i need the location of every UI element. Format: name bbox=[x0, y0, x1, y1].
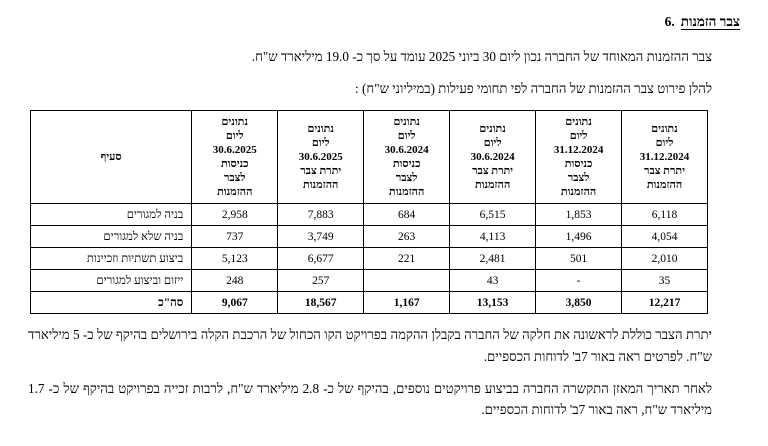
header-line: נתונים bbox=[393, 115, 420, 128]
section-heading bbox=[0, 14, 740, 30]
header-line: יתרת צבר bbox=[300, 164, 342, 177]
table-header bbox=[31, 110, 708, 203]
table-row bbox=[31, 270, 708, 292]
cell-dec2024-additions: 1,853 bbox=[536, 204, 622, 226]
paragraph-intro-1: צבר ההזמנות המאוחד של החברה נכון ליום 30 ביוני 2025 עומד על סך כ- 19.0 מיליארד ש"ח. bbox=[251, 49, 712, 64]
header-line: כניסות bbox=[220, 157, 249, 170]
orders-backlog-table bbox=[30, 110, 708, 314]
cell-dec2024-additions: 501 bbox=[536, 248, 622, 270]
cell-jun2024-additions bbox=[364, 270, 450, 292]
paragraph-after-2: לאחר תאריך המאזן התקשרה החברה בביצוע פרויקטים נוספים, בהיקף של כ- 2.8 מיליארד ש"ח, לרבות זכייה בפרויקט בהיקף של כ- 1.7 מיליארד ש"ח, ראה באור 7ב' לדוחות הכספיים. bbox=[28, 380, 712, 418]
header-line: ליום bbox=[569, 129, 588, 142]
header-line: יתרת צבר bbox=[472, 164, 514, 177]
header-line: נתונים bbox=[221, 115, 248, 128]
header-line: נתונים bbox=[565, 115, 592, 128]
cell-item-label: בניה שלא למגורים bbox=[31, 226, 192, 248]
cell-jun2024-balance: 6,515 bbox=[450, 204, 536, 226]
cell-jun2024-additions: 221 bbox=[364, 248, 450, 270]
cell-jun2025-additions: 2,958 bbox=[192, 204, 278, 226]
column-header-dec2024-additions bbox=[536, 110, 622, 203]
header-line: יתרת צבר bbox=[644, 164, 685, 177]
header-line: ההזמנות bbox=[474, 178, 511, 191]
cell-dec2024-balance: 6,118 bbox=[622, 204, 708, 226]
cell-jun2024-additions: 263 bbox=[364, 226, 450, 248]
cell-item-label: בניה למגורים bbox=[31, 204, 192, 226]
paragraph-intro-2: להלן פירוט צבר ההזמנות של החברה לפי תחומי פעילות (במיליוני ש"ח) : bbox=[355, 80, 712, 96]
cell-dec2024-balance: 35 bbox=[622, 270, 708, 292]
column-header-item: סעיף bbox=[31, 110, 192, 203]
header-line: ההזמנות bbox=[560, 185, 597, 198]
footer-paragraphs bbox=[0, 324, 768, 421]
header-line: נתונים bbox=[651, 122, 678, 135]
cell-total-jun2025-additions: 9,067 bbox=[192, 292, 278, 314]
column-header-jun2024-additions bbox=[364, 110, 450, 203]
header-line: לצבר bbox=[223, 171, 246, 184]
cell-item-label: ייזום וביצוע למגורים bbox=[31, 270, 192, 292]
cell-jun2025-balance: 257 bbox=[278, 270, 364, 292]
cell-dec2024-additions: - bbox=[536, 270, 622, 292]
header-line: 31.12.2024 bbox=[639, 150, 690, 163]
cell-dec2024-balance: 4,054 bbox=[622, 226, 708, 248]
header-line: ליום bbox=[225, 129, 244, 142]
cell-dec2024-balance: 2,010 bbox=[622, 248, 708, 270]
header-line: נתונים bbox=[307, 122, 334, 135]
table-row bbox=[31, 248, 708, 270]
cell-dec2024-additions: 1,496 bbox=[536, 226, 622, 248]
header-line: נתונים bbox=[479, 122, 506, 135]
cell-jun2024-balance: 4,113 bbox=[450, 226, 536, 248]
header-line: 30.6.2025 bbox=[298, 150, 343, 163]
cell-total-jun2024-additions: 1,167 bbox=[364, 292, 450, 314]
cell-total-dec2024-additions: 3,850 bbox=[536, 292, 622, 314]
cell-jun2025-additions: 737 bbox=[192, 226, 278, 248]
header-line: ליום bbox=[311, 136, 330, 149]
header-line: 30.6.2024 bbox=[384, 143, 429, 156]
column-header-jun2025-additions bbox=[192, 110, 278, 203]
column-header-jun2024-balance bbox=[450, 110, 536, 203]
cell-total-label: סה"כ bbox=[31, 292, 192, 314]
cell-jun2025-additions: 248 bbox=[192, 270, 278, 292]
header-line: ההזמנות bbox=[388, 185, 425, 198]
header-line: 31.12.2024 bbox=[553, 143, 604, 156]
cell-jun2024-balance: 2,481 bbox=[450, 248, 536, 270]
header-line: ליום bbox=[397, 129, 416, 142]
table-row-total bbox=[31, 292, 708, 314]
cell-item-label: ביצוע תשתיות וזכיינות bbox=[31, 248, 192, 270]
table-row bbox=[31, 204, 708, 226]
header-line: כניסות bbox=[564, 157, 593, 170]
cell-jun2024-balance: 43 bbox=[450, 270, 536, 292]
header-line: 30.6.2025 bbox=[212, 143, 257, 156]
header-line: ליום bbox=[655, 136, 674, 149]
header-line: ליום bbox=[483, 136, 502, 149]
cell-total-jun2024-balance: 13,153 bbox=[450, 292, 536, 314]
header-line: ההזמנות bbox=[217, 185, 253, 198]
section-title: צבר הזמנות bbox=[680, 14, 740, 29]
table-row bbox=[31, 226, 708, 248]
table-header-row bbox=[31, 110, 708, 203]
cell-total-jun2025-balance: 18,567 bbox=[278, 292, 364, 314]
cell-jun2025-balance: 7,883 bbox=[278, 204, 364, 226]
header-line: ההזמנות bbox=[646, 178, 683, 191]
cell-jun2025-balance: 3,749 bbox=[278, 226, 364, 248]
orders-backlog-table-wrapper bbox=[30, 110, 708, 314]
cell-jun2025-balance: 6,677 bbox=[278, 248, 364, 270]
header-line: 30.6.2024 bbox=[470, 150, 515, 163]
header-line: ההזמנות bbox=[303, 178, 339, 191]
paragraph-after-1: יתרת הצבר כוללת לראשונה את חלקה של החברה בקבלן ההקמה בפרויקט הקו הכחול של הרכבת הקלה בירושלים בהיקף של כ- 5 מיליארד ש"ח. לפרטים ראה באור 7ב' לדוחות הכספיים. bbox=[28, 327, 712, 364]
header-line: כניסות bbox=[392, 157, 421, 170]
document-page bbox=[0, 14, 768, 446]
column-header-dec2024-balance bbox=[622, 110, 708, 203]
cell-total-dec2024-balance: 12,217 bbox=[622, 292, 708, 314]
header-line: לצבר bbox=[395, 171, 418, 184]
table-body bbox=[31, 204, 708, 314]
column-header-jun2025-balance bbox=[278, 110, 364, 203]
cell-jun2025-additions: 5,123 bbox=[192, 248, 278, 270]
header-line: לצבר bbox=[567, 171, 590, 184]
section-number: .6 bbox=[664, 14, 675, 29]
cell-jun2024-additions: 684 bbox=[364, 204, 450, 226]
